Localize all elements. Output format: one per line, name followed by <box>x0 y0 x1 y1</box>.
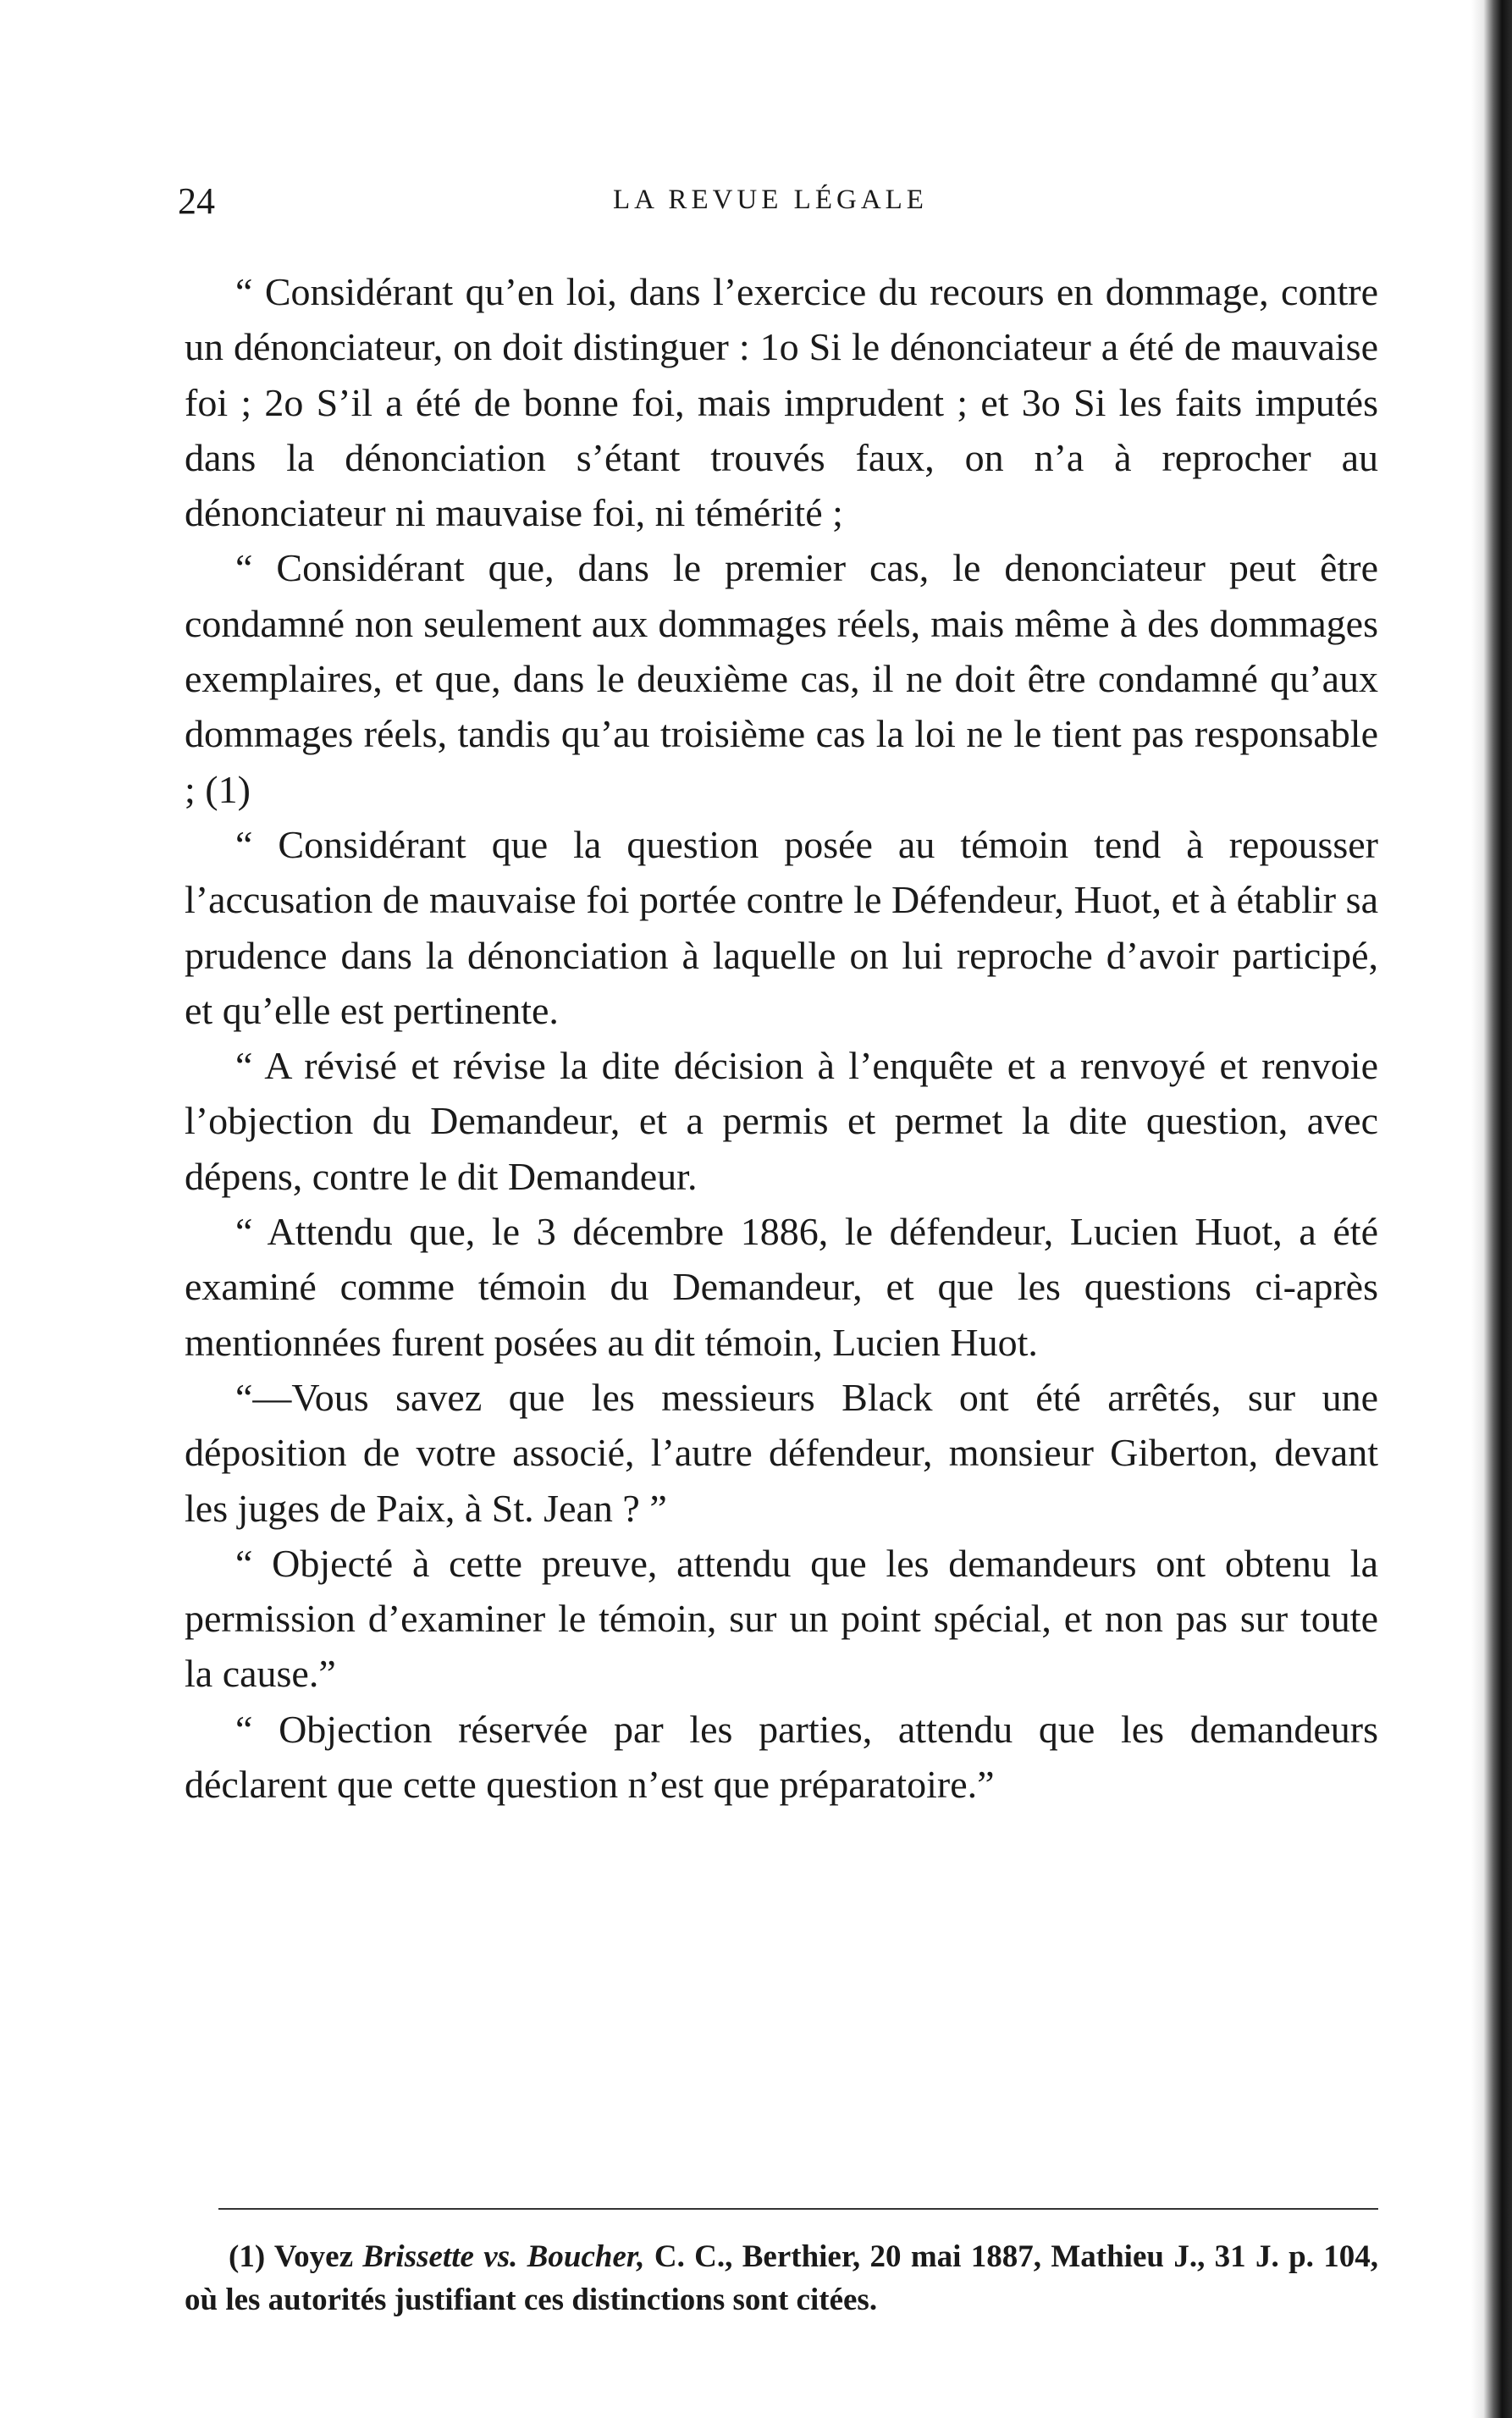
paragraph: “ Attendu que, le 3 décembre 1886, le défendeur, Lucien Huot, a été examiné comme témoin du Demandeur, et que les questions ci-après mentionnées furent posées au dit témoin, Lucien Huot. <box>185 1210 1378 1364</box>
running-head <box>169 179 1371 230</box>
footnote-marker: (1) Voyez <box>229 2239 353 2274</box>
body-text <box>185 264 1378 1812</box>
paragraph: “ Considérant que, dans le premier cas, le denonciateur peut être condamné non seulement aux dommages réels, mais même à des dommages exemplaires, et que, dans le deuxième cas, il ne doit être condamné qu’aux dommages réels, tandis qu’au troisième cas la loi ne le tient pas responsable ; (1) <box>185 546 1378 811</box>
paragraph: “ Objection réservée par les parties, attendu que les demandeurs déclarent que cette question n’est que préparatoire.” <box>185 1707 1378 1807</box>
paragraph: “ Considérant qu’en loi, dans l’exercice du recours en dommage, contre un dénonciateur, on doit distinguer : 1o Si le dénonciateur a été de mauvaise foi ; 2o S’il a été de bonne foi, mais imprudent ; et 3o Si les faits imputés dans la dénonciation s’étant trouvés faux, on n’a à reprocher au dénonciateur ni mauvaise foi, ni témérité ; <box>185 270 1378 535</box>
paragraph: “ A révisé et révise la dite décision à l’enquête et a renvoyé et renvoie l’objection du Demandeur, et a permis et permet la dite question, avec dépens, contre le dit Demandeur. <box>185 1044 1378 1198</box>
paragraph: “—Vous savez que les messieurs Black ont été arrêtés, sur une déposition de votre associé, l’autre défendeur, monsieur Giberton, devant les juges de Paix, à St. Jean ? ” <box>185 1375 1378 1530</box>
footnote-rule <box>218 2208 1378 2210</box>
footnote-citation: C. C., Berthier, 20 mai 1887, Mathieu J., 31 J. p. 104, où les autorités justifiant ces distinctions sont citées. <box>185 2239 1379 2317</box>
footnote-case-name: Brissette vs. Boucher, <box>362 2239 645 2274</box>
footnote <box>185 2235 1378 2321</box>
scan-binding-edge <box>1471 0 1512 2418</box>
paragraph: “ Considérant que la question posée au témoin tend à repousser l’accusation de mauvaise foi portée contre le Défendeur, Huot, et à établir sa prudence dans la dénonciation à laquelle on lui reproche d’avoir participé, et qu’elle est pertinente. <box>185 822 1378 1032</box>
page-number: 24 <box>178 180 215 222</box>
running-title: LA REVUE LÉGALE <box>613 185 928 215</box>
paragraph: “ Objecté à cette preuve, attendu que les demandeurs ont obtenu la permission d’examiner le témoin, sur un point spécial, et non pas sur toute la cause.” <box>185 1541 1378 1696</box>
